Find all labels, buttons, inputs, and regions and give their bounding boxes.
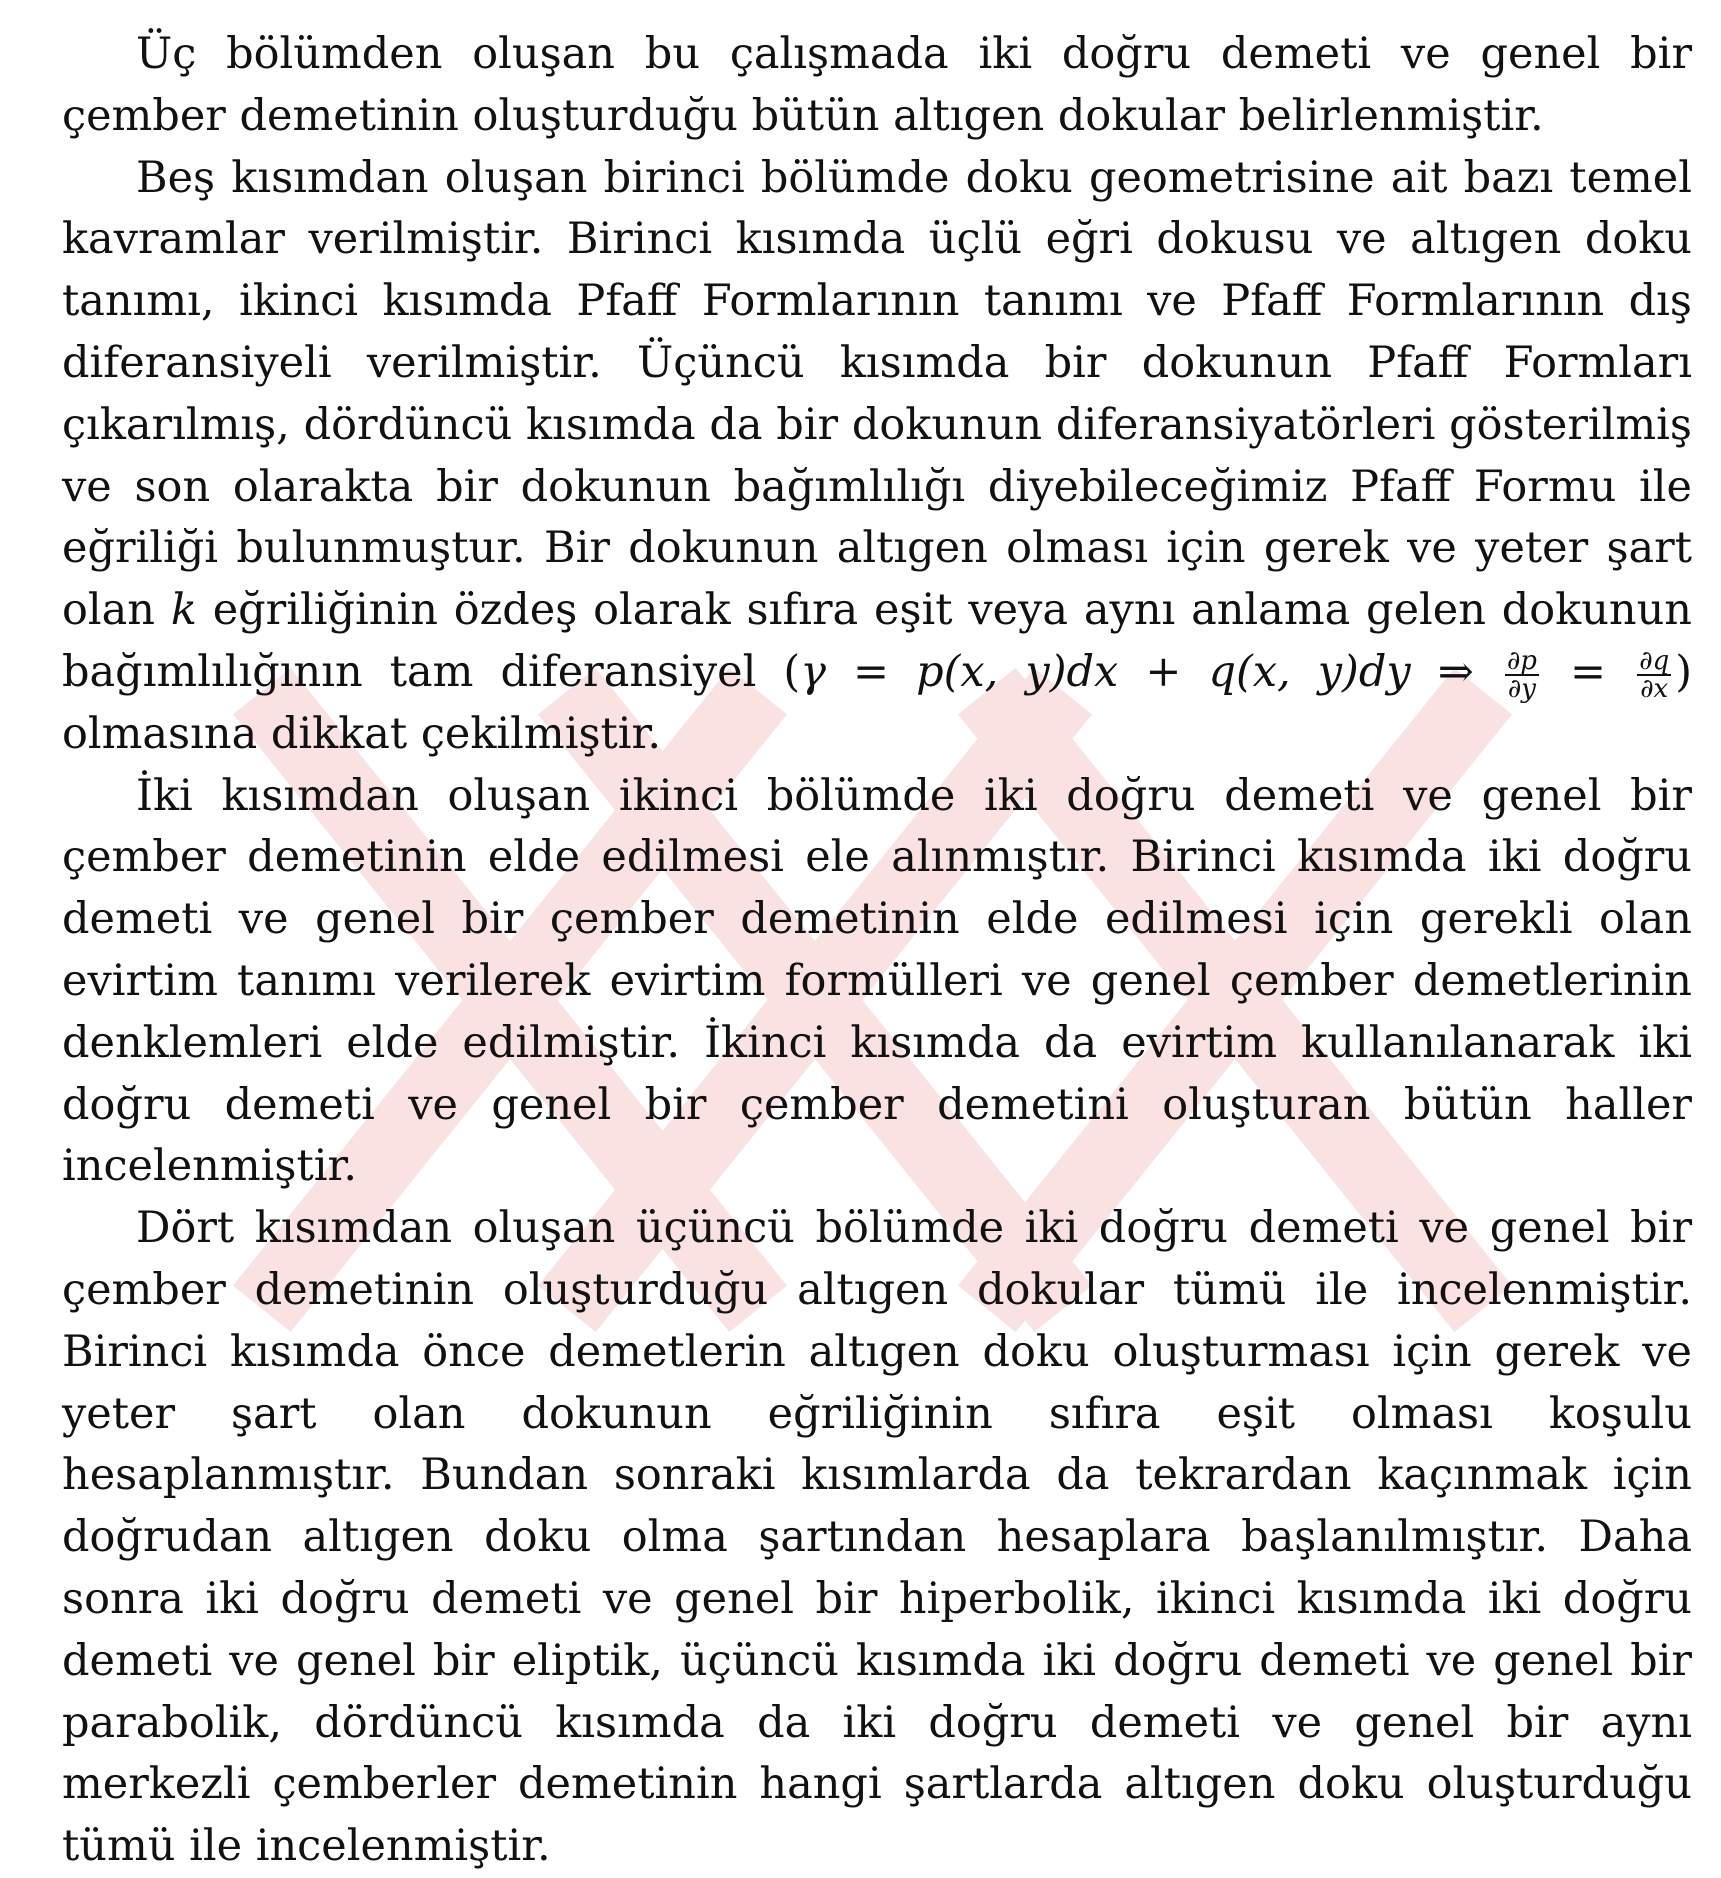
curvature-symbol-k: k (170, 585, 197, 636)
paragraph-1-text: Üç bölümden oluşan bu çalışmada iki doğru demeti ve genel bir çember demetinin oluşturduğu bütün altıgen dokular belirlenmiştir. (62, 29, 1692, 141)
inline-formula: γ = p(x, y)dx + q(x, y)dy ⇒ (800, 646, 1501, 697)
paragraph-4-text: Dört kısımdan oluşan üçüncü bölümde iki doğru demeti ve genel bir çember demetinin oluşturduğu altıgen dokular tümü ile incelenmiştir. Birinci kısımda önce demetlerin altıgen doku oluşturması için gerek ve yeter şart olan dokunun eğriliğinin sıfıra eşit olması koşulu hesaplanmıştır. Bundan sonraki kısımlarda da tekrardan kaçınmak için doğrudan altıgen doku olma şartından hesaplara başlanılmıştır. Daha sonra iki doğru demeti ve genel bir hiperbolik, ikinci kısımda iki doğru demeti ve genel bir eliptik, üçüncü kısımda iki doğru demeti ve genel bir parabolik, dördüncü kısımda da iki doğru demeti ve genel bir aynı merkezli çemberler demetinin hangi şartlarda altıgen doku oluşturduğu tümü ile incelenmiştir. (62, 1203, 1692, 1872)
paragraph-2-text-end: ) olmasına dikkat çekilmiştir. (62, 646, 1692, 759)
fraction-dq-dx (1637, 645, 1671, 704)
fraction-numerator: ∂p (1506, 645, 1537, 676)
paragraph-3 (62, 766, 1692, 1199)
paragraph-2-text-start: Beş kısımdan oluşan birinci bölümde doku geometrisine ait bazı temel kavramlar verilmiştir. Birinci kısımda üçlü eğri dokusu ve altıgen doku tanımı, ikinci kısımda Pfaff Formlarının tanımı ve Pfaff Formlarının dış diferansiyeli verilmiştir. Üçüncü kısımda bir dokunun Pfaff Formları çıkarılmış, dördüncü kısımda da bir dokunun diferansiyatörleri gösterilmiş ve son olarakta bir dokunun bağımlılığı diyebileceğimiz Pfaff Formu ile eğriliği bulunmuştur. Bir dokunun altıgen olması için gerek ve yeter şart olan (62, 152, 1692, 636)
fraction-denominator: ∂x (1640, 673, 1669, 704)
paragraph-1 (62, 24, 1692, 148)
paragraph-4 (62, 1198, 1692, 1878)
fraction-dp-dy (1505, 645, 1539, 704)
formula-equals: = (1542, 646, 1634, 697)
fraction-denominator: ∂y (1507, 673, 1536, 704)
paragraph-2-text-middle: eğriliğinin özdeş olarak sıfıra eşit veya aynı anlama gelen dokunun bağımlılığının tam diferansiyel ( (62, 585, 1693, 697)
paragraph-2 (62, 148, 1692, 766)
document-page (62, 24, 1692, 1878)
paragraph-3-text: İki kısımdan oluşan ikinci bölümde iki doğru demeti ve genel bir çember demetinin elde edilmesi ele alınmıştır. Birinci kısımda iki doğru demeti ve genel bir çember demetinin elde edilmesi için gerekli olan evirtim tanımı verilerek evirtim formülleri ve genel çember demetlerinin denklemleri elde edilmiştir. İkinci kısımda da evirtim kullanılanarak iki doğru demeti ve genel bir çember demetini oluşturan bütün haller incelenmiştir. (62, 770, 1692, 1192)
fraction-numerator: ∂q (1639, 645, 1670, 676)
